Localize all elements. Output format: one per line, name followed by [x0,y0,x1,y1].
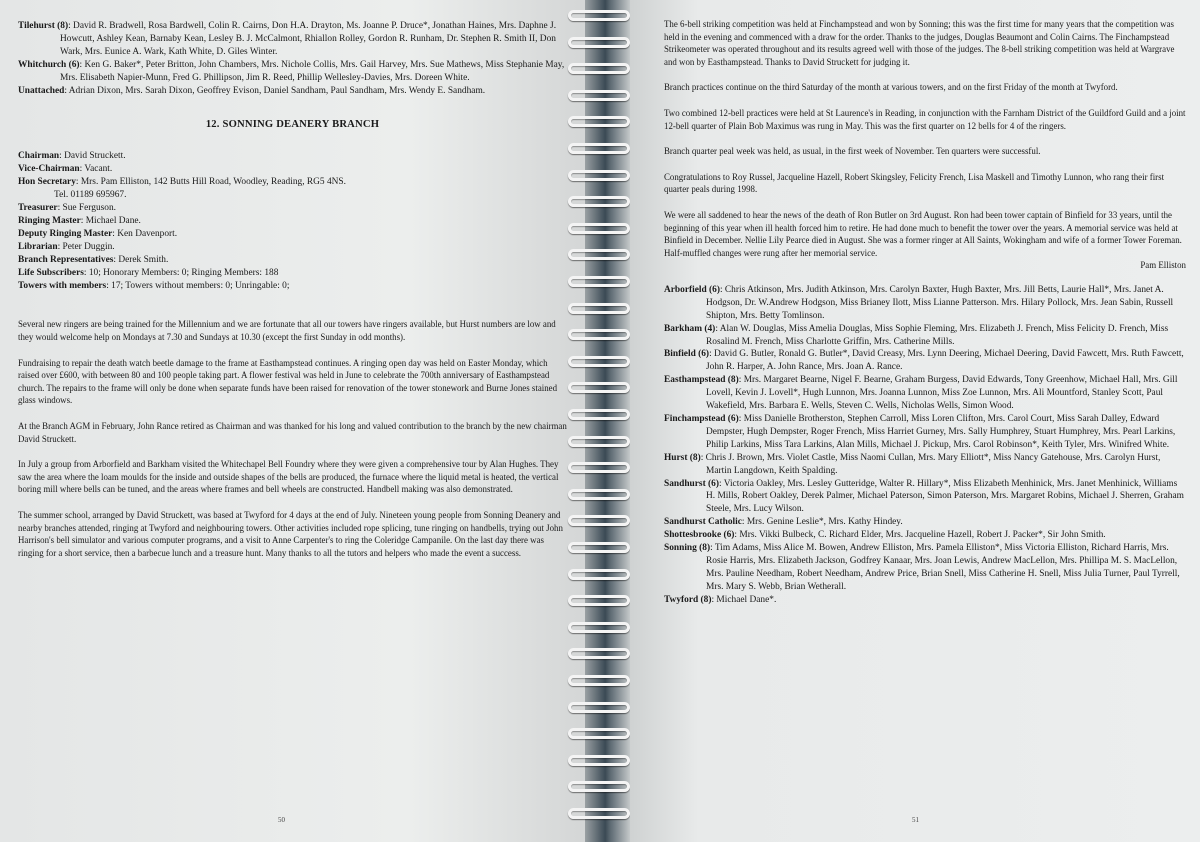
report-paragraph: Branch practices continue on the third Saturday of the month at various towers, and on the first Friday of the month at Twyford. [664,82,1118,93]
binding-ring [568,356,630,367]
officer-line [18,228,567,241]
member-entry [664,323,1186,349]
report-paragraph: The 6-bell striking competition was held at Finchampstead and won by Sonning; this was the first time for many years that the competition was held in the evening and commenced with a draw for the order. Thanks to the judges, Douglas Beaumont and Colin Cairns. The Finchampstead Strikeometer was operated throughout and its results agreed well with those of the judges. The 8-bell striking competition was held at Wargrave and won by Easthampstead. Thanks to David Struckett for judging it. [664,19,1175,67]
officer-line [18,163,567,176]
tower-name: Binfield (6) [664,349,710,360]
officer-value: : Michael Dane. [80,215,141,226]
tower-name: Sandhurst (6) [664,478,719,489]
officer-value: : 10; Honorary Members: 0; Ringing Members: 188 [83,267,279,278]
binding-ring [568,409,630,420]
officer-line [18,189,567,202]
report-paragraph: Two combined 12-bell practices were held at St Laurence's in Reading, in conjunction with the Farnham District of the Guildford Guild and a joint 12-bell quarter of Plain Bob Maximus was rung in May. This was the first quarter on 12 bells for 4 of the ringers. [664,107,1186,131]
binding-ring [568,542,630,553]
tower-name: Finchampstead (6) [664,413,739,424]
officer-role: Deputy Ringing Master [18,228,113,239]
binding-ring [568,622,630,633]
binding-ring [568,329,630,340]
member-entry [664,348,1186,374]
officer-role: Vice-Chairman [18,164,80,175]
officer-line [18,267,567,280]
binding-ring [568,702,630,713]
tower-name: Sonning (8) [664,543,711,554]
officer-line [18,280,567,293]
tower-name: Easthampstead (8) [664,375,739,386]
member-entry [664,413,1186,452]
tower-name: Unattached [18,85,65,96]
report-paragraph: At the Branch AGM in February, John Rance retired as Chairman and was thanked for his long and valued contribution to the branch by the new chairman David Struckett. [18,420,567,444]
binding-ring [568,116,630,127]
tower-name: Tilehurst (8) [18,21,69,31]
member-names: : Ken G. Baker*, Peter Britton, John Chambers, Mrs. Nichole Collis, Mrs. Gail Harvey, Mrs. Sue Mathews, Miss Stephanie May, Mrs. Elisabeth Napier-Munn, Fred G. Phillipson, Jim R. Reed, Phillip Wellesley-Davies, Mrs. Doreen White. [60,59,565,83]
officer-value: : Ken Davenport. [112,228,178,239]
officer-role: Hon Secretary [18,177,76,188]
officer-line [18,254,567,267]
binding-ring [568,382,630,393]
officer-line [18,176,567,189]
binding-ring [568,196,630,207]
officer-line [18,202,567,215]
members-list [664,284,1186,607]
officer-value: : Mrs. Pam Elliston, 142 Butts Hill Road, Woodley, Reading, RG5 4NS. [75,177,346,188]
report-paragraph: Fundraising to repair the death watch beetle damage to the frame at Easthampstead continues. A ringing open day was held on Easter Monday, which raised over £600, with between 80 and 100 people taking part. A flower festival was held in June to celebrate the 700th anniversary of Easthampstead church. The repairs to the frame will only be done when separate funds have been raised for renovation of the tower stonework and Burne Jones stained glass windows. [18,357,558,406]
binding-ring [568,303,630,314]
binding-ring [568,648,630,659]
binding-ring [568,436,630,447]
binding-ring [568,276,630,287]
tower-name: Arborfield (6) [664,284,720,295]
binding-ring [568,63,630,74]
binding-ring [568,90,630,101]
section-heading: 12. SONNING DEANERY BRANCH [205,119,380,131]
officer-value: : David Struckett. [59,151,126,162]
officer-role: Ringing Master [18,215,81,226]
officer-role: Librarian [18,241,58,252]
member-names: : Adrian Dixon, Mrs. Sarah Dixon, Geoffrey Evison, Daniel Sandham, Paul Sandham, Mrs. Wendy E. Sandham. [64,85,486,96]
member-names: : Alan W. Douglas, Miss Amelia Douglas, Miss Sophie Fleming, Mrs. Elizabeth J. French, Miss Felicity D. French, Miss Rosalind M. French, Miss Charlotte Griffin, Mrs. Catherine Mills. [706,323,1169,347]
officer-role: Life Subscribers [18,267,84,278]
officer-value: : Derek Smith. [113,254,169,265]
member-names: : Tim Adams, Miss Alice M. Bowen, Andrew Elliston, Mrs. Pamela Elliston*, Miss Victoria Elliston, Richard Harris, Mrs. Rosie Harris, Mrs. Elizabeth Jackson, Godfrey Kanaar, Mrs. Joan Lewis, Andrew MacLellon, Mrs. Phillipa M. S. MacLellon, Mrs. Pauline Needham, Robert Needham, Andrew Price, Brian Snell, Miss Catherine H. Snell, Miss Julia Turner, Paul Tyrrell, Mrs. Mary S. Webb, Brian Wetherall. [706,543,1180,592]
binding-ring [568,515,630,526]
officer-role: Branch Representatives [18,254,114,265]
page-number: 50 [278,816,285,824]
binding-ring [568,728,630,739]
member-entry [664,529,1186,542]
tower-name: Twyford (8) [664,594,712,605]
officer-role: Chairman [18,151,60,162]
report-paragraph: Congratulations to Roy Russel, Jacqueline Hazell, Robert Skingsley, Felicity French, Lisa Maskell and Timothy Lunnon, who rang their first quarter peals during 1998. [664,171,1165,195]
member-entry [18,20,567,59]
right-page [630,0,1200,842]
binding-ring [568,223,630,234]
member-entry [18,85,567,98]
officer-value: : Vacant. [79,164,113,175]
member-entry [18,59,567,85]
member-entry [664,452,1186,478]
signature: Pam Elliston [1140,260,1186,271]
member-names: : Mrs. Vikki Bulbeck, C. Richard Elder, Mrs. Jacqueline Hazell, Robert J. Packer*, Sir John Smith. [734,530,1106,541]
tower-name: Barkham (4) [664,323,716,334]
officer-line [18,150,567,163]
officer-line [18,215,567,228]
binding-ring [568,249,630,260]
members-list-top [18,20,567,97]
binding-ring [568,808,630,819]
officer-value: : Sue Ferguson. [57,203,117,214]
report-paragraph: Branch quarter peal week was held, as usual, in the first week of November. Ten quarters were successful. [664,146,1041,157]
member-names: : Chris Atkinson, Mrs. Judith Atkinson, Mrs. Carolyn Baxter, Hugh Baxter, Mrs. Jill Betts, Laurie Hall*, Mrs. Janet A. Hodgson, Dr. W.Andrew Hodgson, Miss Brianey Ilott, Miss Lianne Patterson. Mrs. Hilary Pollock, Mrs. Jean Sabin, Russell Shipton, Mrs. Betty Tomlinson. [706,284,1174,321]
binding-ring [568,755,630,766]
report-paragraph: We were all saddened to hear the news of the death of Ron Butler on 3rd August. Ron had been tower captain of Binfield for 33 years, until the beginning of this year when ill health forced him to retire. He had done much to benefit the tower over the years. A memorial service was held at Binfield in December. Nellie Lily Pearce died in August. She was a former ringer at All Saints, Wokingham and wife of a former Tower Foreman. Half-muffled changes were rung after her memorial service. [664,209,1182,258]
binding-ring [568,143,630,154]
member-entry [664,374,1186,413]
tower-name: Sandhurst Catholic [664,517,742,528]
binding-ring [568,675,630,686]
tower-name: Shottesbrooke (6) [664,530,735,541]
member-names: : Chris J. Brown, Mrs. Violet Castle, Miss Naomi Cullan, Mrs. Mary Elliott*, Miss Nancy Gatehouse, Mrs. Carolyn Hurst, Martin Langdown, Keith Spalding. [700,452,1161,476]
member-names: : Miss Danielle Brotherston, Stephen Carroll, Miss Loren Clifton, Mrs. Carol Court, Miss Sarah Dalley, Edward Dempster, Hugh Dempster, Roger French, Miss Harriet Gurney, Mrs. Sally Humphrey, Stuart Humphrey, Mrs. Pearl Larkins, Philip Larkins, Miss Tara Larkins, Alan Mills, Michael J. Pickup, Mrs. Carol Robinson*, Keith Tyler, Mrs. Winifred White. [706,413,1176,450]
page-number: 51 [912,816,919,824]
binding-ring [568,569,630,580]
binding-ring [568,10,630,21]
member-names: : Victoria Oakley, Mrs. Lesley Gutteridge, Walter R. Hillary*, Miss Elizabeth Menhinick, Mrs. Janet Menhinick, Williams H. Mills, Robert Oakley, Derek Palmer, Michael Paterson, Simon Paterson, Mrs. Margaret Robins, Michael J. Sherren, Graham Steele, Mrs. Lucy Wilson. [706,478,1184,515]
officer-value: : 17; Towers without members: 0; Unringable: 0; [106,280,290,291]
member-entry [664,594,1186,607]
officer-value: : Peter Duggin. [57,241,115,252]
officer-line [18,241,567,254]
member-entry [664,478,1186,517]
report-paragraph: In July a group from Arborfield and Barkham visited the Whitechapel Bell Foundry where they were given a comprehensive tour by Alan Hughes. They saw the area where the loam moulds for the inside and outside shapes of the bells are produced, the furnace where the liquid metal is heated, the vertical boring mill where bells can be tuned, and the areas where frames and bell wheels are constructed. Handbell making was also demonstrated. [18,459,559,495]
member-names: : David G. Butler, Ronald G. Butler*, David Creasy, Mrs. Lynn Deering, Michael Deering, David Fawcett, Mrs. Ruth Fawcett, John R. Harper, A. John Rance, Mrs. Joan A. Rance. [706,349,1184,373]
officers-list [18,150,567,292]
tower-name: Hurst (8) [664,452,701,463]
tower-name: Whitchurch (6) [18,59,80,70]
member-names: : Mrs. Margaret Bearne, Nigel F. Bearne, Graham Burgess, David Edwards, Tony Greenhow, Michael Hall, Mrs. Gill Lovell, Kevin J. Lovell*, Hugh Lunnon, Mrs. Joanna Lunnon, Miss Zoe Lunnon, Mrs. Ali Mountford, Stanley Scott, Paul Wakefield, Mrs. Barbara E. Wells, Steven C. Wells, Nicholas Wells, Simon Wood. [706,375,1178,412]
binding-ring [568,462,630,473]
binding-ring [568,781,630,792]
report-paragraph: The summer school, arranged by David Struckett, was based at Twyford for 4 days at the end of July. Nineteen young people from Sonning Deanery and nearby branches attended, ringing at Twyford and neighbouring towers. Other activities included rope splicing, tune ringing on handbells, trying out John Harrison's bell simulator and various computer programs, and a visit to Anne Carpenter's to ring the Coleridge Campanile. On the last day there was ringing for a short service, then a barbecue lunch and a treasure hunt. Many thanks to all the tutors and helpers who made the event a success. [18,509,563,558]
member-entry [664,284,1186,323]
report-paragraph: Several new ringers are being trained for the Millennium and we are fortunate that all our towers have ringers available, but Hurst numbers are low and they would welcome help on Mondays at 7.30 and Sundays at 10.30 (except the first Sunday in odd months). [18,319,556,342]
member-entry [664,516,1186,529]
binding-ring [568,595,630,606]
officer-role: Towers with members [18,280,107,291]
binding-ring [568,170,630,181]
officer-value: Tel. 01189 695967. [54,190,127,201]
member-entry [664,542,1186,594]
member-names: : Mrs. Genine Leslie*, Mrs. Kathy Hindey. [741,517,903,528]
left-page [0,0,585,842]
member-names: : Michael Dane*. [711,594,777,605]
member-names: : David R. Bradwell, Rosa Bardwell, Colin R. Cairns, Don H.A. Drayton, Ms. Joanne P. Druce*, Jonathan Haines, Mrs. Daphne J. Howcutt, Ashley Kean, Barnaby Kean, Lesley B. J. McCalmont, Rhiallon Rolley, Gordon R. Runham, Dr. Stephen R. Smith II, Don Wark, Mrs. Eunice A. Wark, Kath White, D. Giles Winter. [60,21,557,57]
binding-ring [568,37,630,48]
binding-ring [568,489,630,500]
officer-role: Treasurer [18,203,58,214]
